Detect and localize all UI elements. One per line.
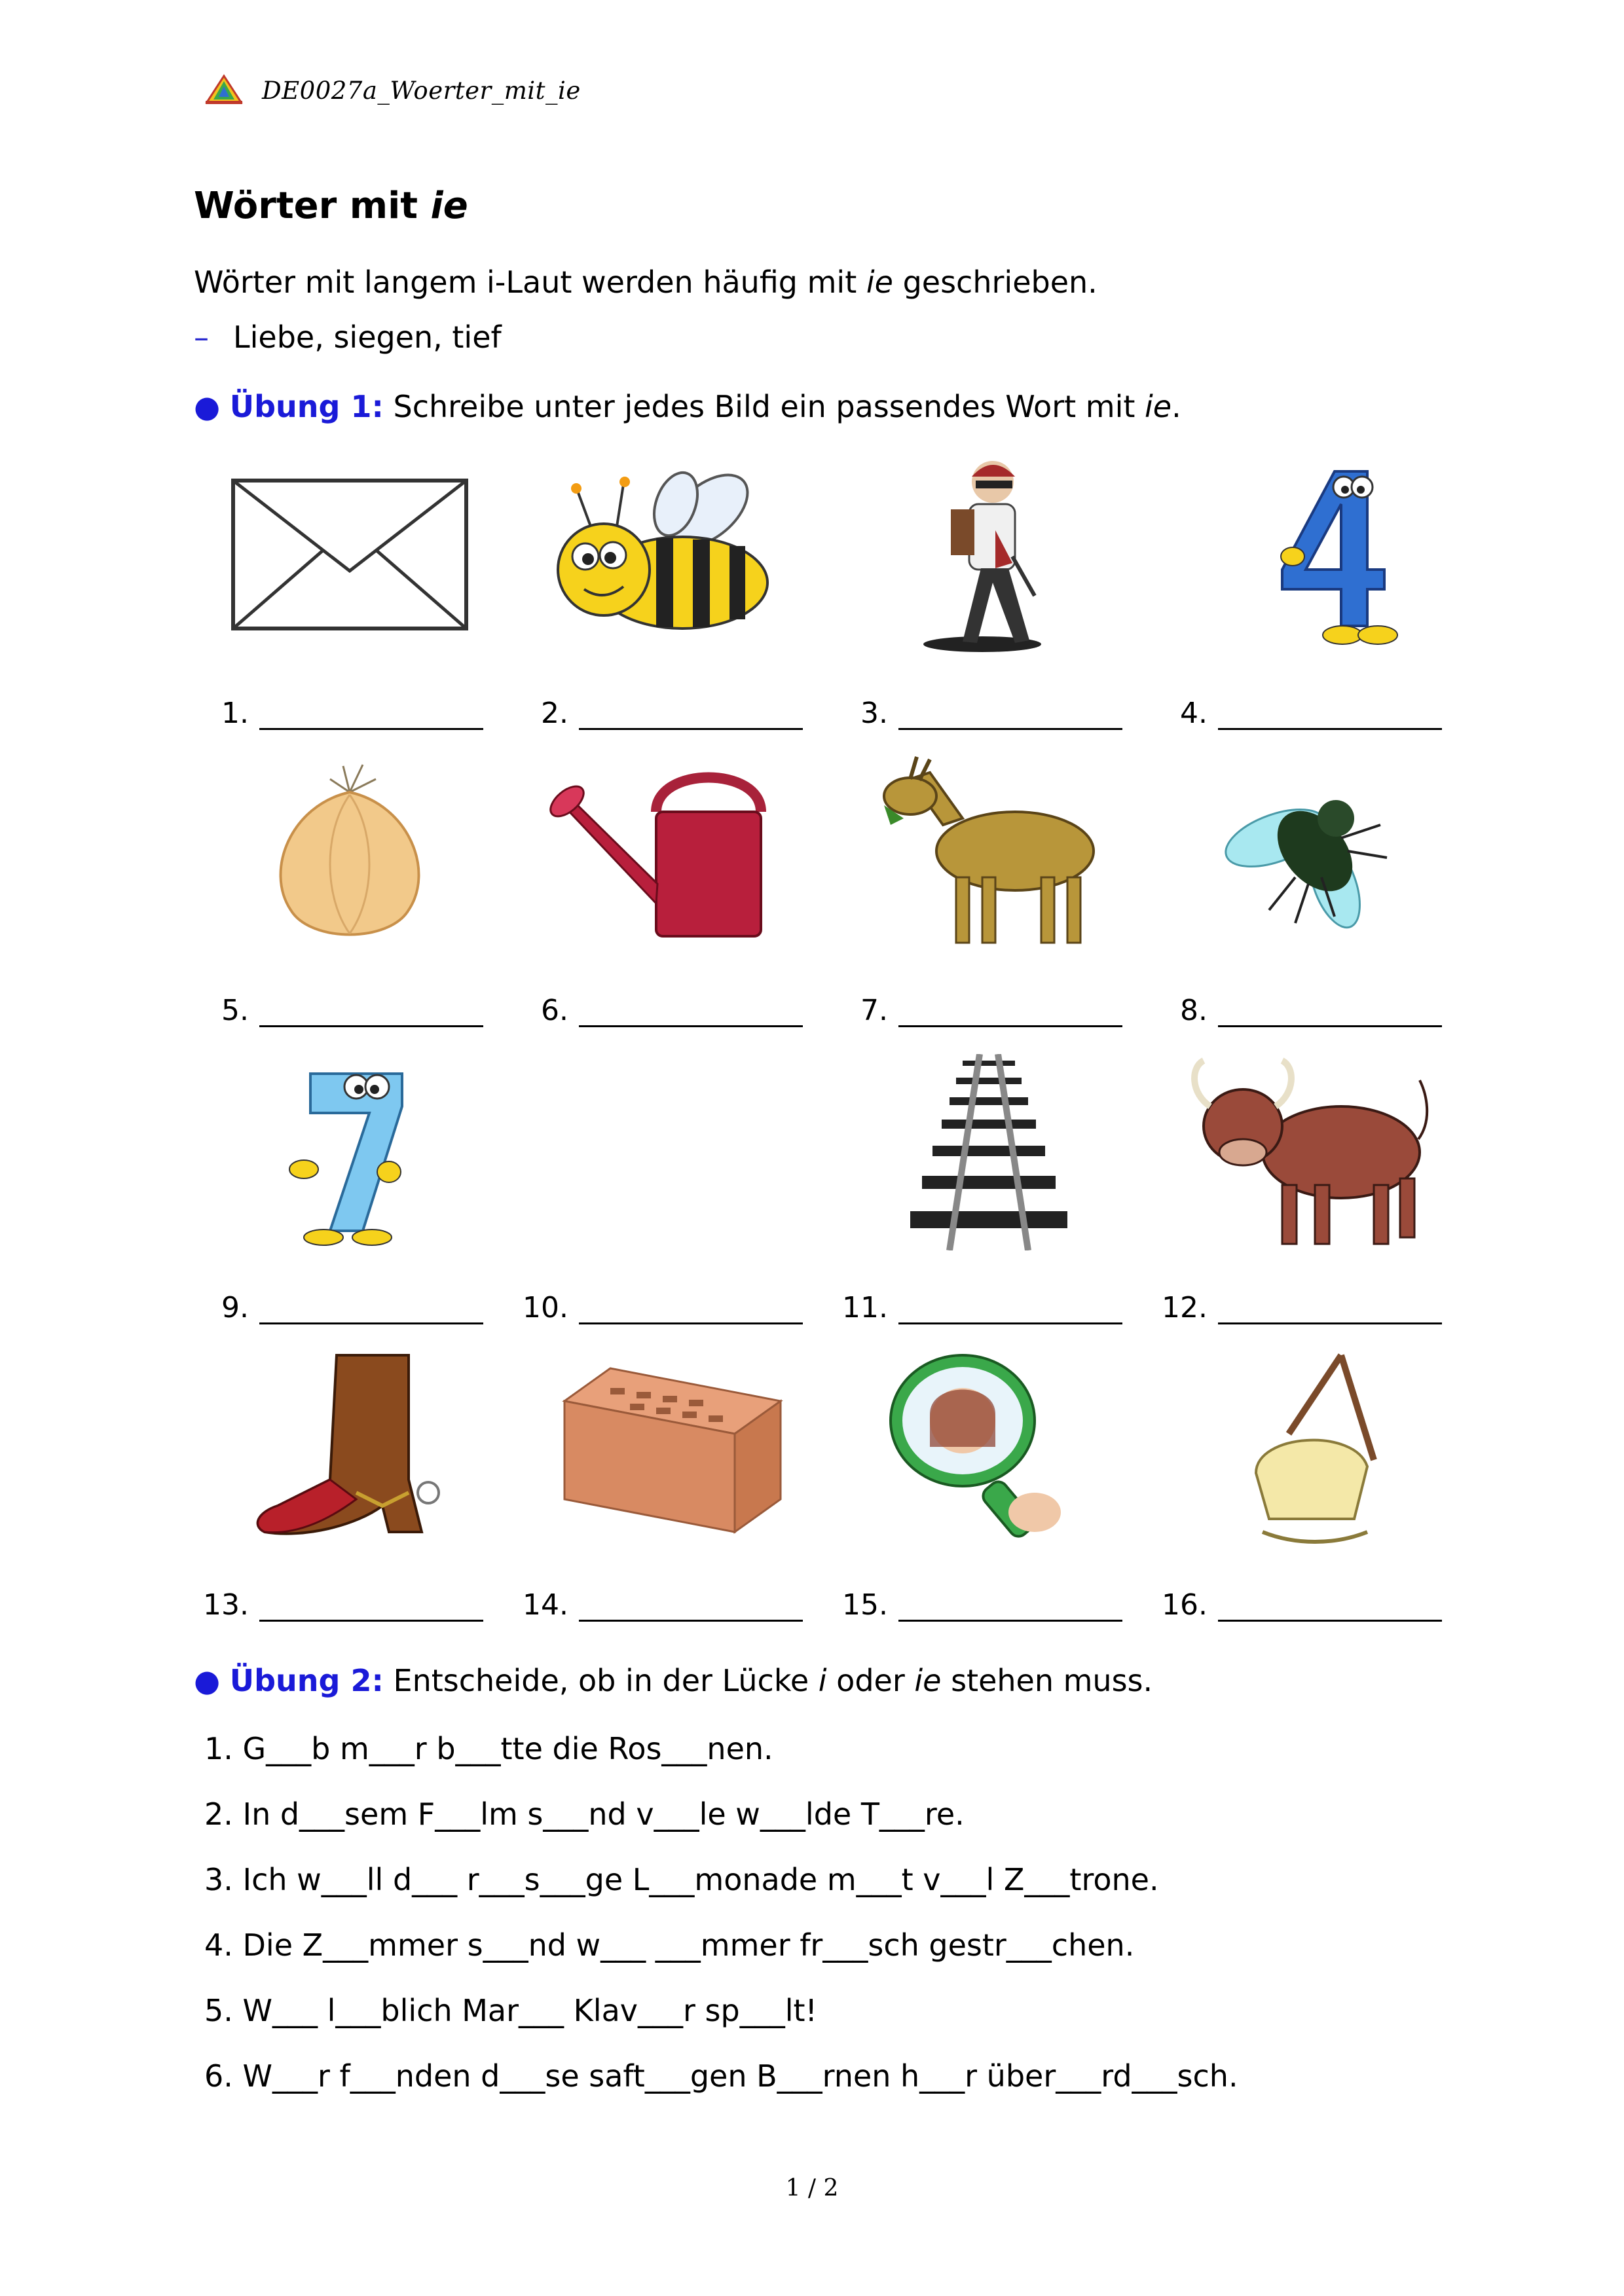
exercise-1-heading (194, 389, 1181, 424)
answer-15 (833, 1588, 1122, 1622)
answer-number: 2. (541, 697, 568, 730)
answer-line[interactable] (579, 1594, 803, 1622)
answer-number: 9. (221, 1291, 249, 1324)
answer-number: 7. (860, 994, 888, 1027)
page-number: 1 / 2 (785, 2175, 839, 2202)
answer-line[interactable] (898, 1594, 1122, 1622)
answer-2 (513, 697, 803, 730)
exercise-2-heading (194, 1663, 1153, 1698)
doc-id: DE0027a_Woerter_mit_ie (262, 76, 581, 105)
answer-number: 4. (1180, 697, 1208, 730)
exercise-2-italic-ie: ie (914, 1663, 942, 1698)
answer-11 (833, 1291, 1122, 1324)
sentence-3: 3. Ich w___ll d___ r___s___ge L___monade m___t v___l Z___trone. (204, 1862, 1159, 1897)
answer-number: 1. (221, 697, 249, 730)
sentence-6: 6. W___r f___nden d___se saft___gen B___rnen h___r über___rd___sch. (204, 2058, 1238, 2094)
logo-icon (204, 73, 244, 107)
answer-line[interactable] (1218, 702, 1442, 730)
answer-line[interactable] (898, 999, 1122, 1027)
onion-icon (225, 753, 474, 949)
number-seven-icon (225, 1054, 474, 1250)
answer-number: 15. (842, 1588, 888, 1622)
exercise-2-label: Übung 2: (229, 1663, 384, 1698)
rail-track-icon (864, 1054, 1113, 1250)
cradle-icon (1184, 1349, 1433, 1545)
answer-number: 14. (523, 1588, 568, 1622)
answer-1 (194, 697, 483, 730)
answer-9 (194, 1291, 483, 1324)
answer-6 (513, 994, 803, 1027)
answer-line[interactable] (1218, 999, 1442, 1027)
answer-13 (194, 1588, 483, 1622)
answer-12 (1153, 1291, 1442, 1324)
title-italic: ie (430, 185, 468, 227)
document-header (204, 73, 581, 107)
answer-number: 3. (860, 697, 888, 730)
exercise-1-label: Übung 1: (229, 389, 384, 424)
answer-10 (513, 1291, 803, 1324)
exercise-2-text-b: oder (836, 1663, 905, 1698)
fly-icon (1184, 753, 1433, 949)
title-text: Wörter mit (194, 185, 418, 227)
exercise-1-italic: ie (1145, 389, 1172, 424)
exercise-2-text-c: stehen muss. (951, 1663, 1153, 1698)
answer-14 (513, 1588, 803, 1622)
answer-number: 11. (842, 1291, 888, 1324)
intro-text (194, 264, 1098, 300)
goat-icon (864, 753, 1113, 949)
bullet-icon: ● (194, 389, 221, 424)
example-text: Liebe, siegen, tief (233, 319, 502, 355)
page-title (194, 185, 468, 227)
answer-line[interactable] (1218, 1594, 1442, 1622)
answer-4 (1153, 697, 1442, 730)
answer-line[interactable] (579, 702, 803, 730)
answer-number: 6. (541, 994, 568, 1027)
answer-number: 5. (221, 994, 249, 1027)
answer-number: 8. (1180, 994, 1208, 1027)
answer-number: 10. (523, 1291, 568, 1324)
answer-line[interactable] (579, 999, 803, 1027)
answer-line[interactable] (1218, 1296, 1442, 1324)
answer-line[interactable] (259, 1594, 483, 1622)
bull-icon (1184, 1054, 1433, 1250)
watering-can-icon (545, 753, 794, 949)
mirror-icon (864, 1349, 1113, 1545)
boot-icon (225, 1349, 474, 1545)
example-dash: – (194, 319, 209, 355)
answer-16 (1153, 1588, 1442, 1622)
answer-number: 13. (203, 1588, 249, 1622)
intro-italic: ie (866, 264, 893, 300)
thief-icon (864, 458, 1113, 655)
answer-line[interactable] (898, 1296, 1122, 1324)
sentence-5: 5. W___ l___blich Mar___ Klav___r sp___lt! (204, 1993, 817, 2028)
answer-number: 12. (1162, 1291, 1208, 1324)
answer-line[interactable] (579, 1296, 803, 1324)
answer-number: 16. (1162, 1588, 1208, 1622)
answer-line[interactable] (259, 702, 483, 730)
exercise-2-text-a: Entscheide, ob in der Lücke (393, 1663, 809, 1698)
answer-line[interactable] (259, 999, 483, 1027)
exercise-1-period: . (1172, 389, 1181, 424)
brick-icon (545, 1349, 794, 1545)
exercise-1-text: Schreibe unter jedes Bild ein passendes Wort mit (393, 389, 1135, 424)
answer-line[interactable] (259, 1296, 483, 1324)
exercise-2-italic-i: i (818, 1663, 827, 1698)
answer-3 (833, 697, 1122, 730)
sentence-4: 4. Die Z___mmer s___nd w___ ___mmer fr___sch gestr___chen. (204, 1927, 1135, 1963)
bullet-icon: ● (194, 1663, 221, 1698)
intro-before: Wörter mit langem i-Laut werden häufig mit (194, 264, 857, 300)
number-four-icon (1184, 458, 1433, 655)
sentence-1: 1. G___b m___r b___tte die Ros___nen. (204, 1731, 773, 1766)
answer-5 (194, 994, 483, 1027)
answer-line[interactable] (898, 702, 1122, 730)
intro-after: geschrieben. (902, 264, 1098, 300)
answer-8 (1153, 994, 1442, 1027)
example-line (194, 319, 502, 355)
bee-icon (545, 458, 794, 655)
answer-7 (833, 994, 1122, 1027)
envelope-icon (225, 458, 474, 655)
sentence-2: 2. In d___sem F___lm s___nd v___le w___lde T___re. (204, 1796, 965, 1832)
